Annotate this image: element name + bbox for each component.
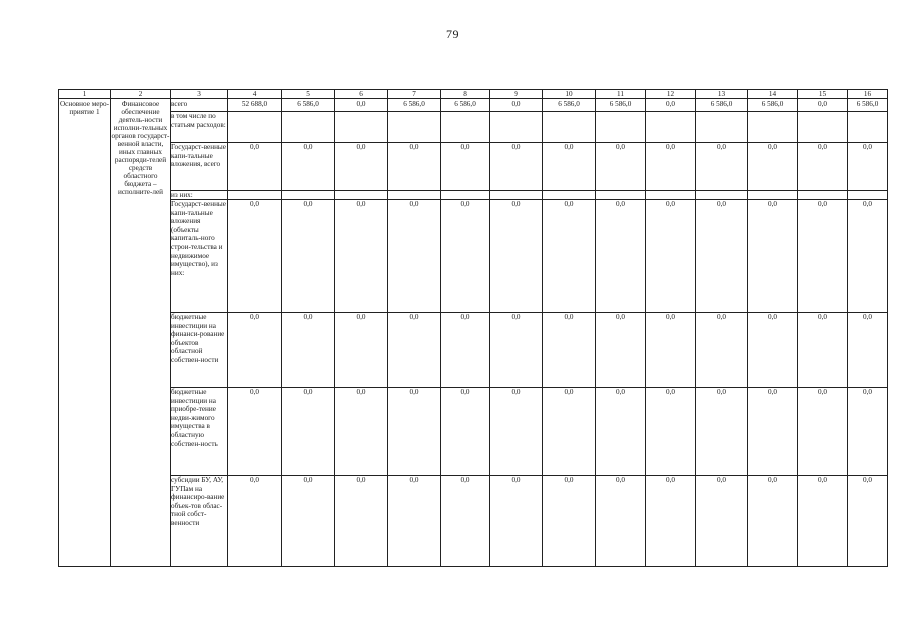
value-cell: 0,0 bbox=[848, 200, 888, 313]
value-cell bbox=[388, 112, 441, 143]
column-number-header: 5 bbox=[282, 90, 335, 99]
value-cell: 0,0 bbox=[748, 388, 798, 476]
value-cell bbox=[490, 112, 543, 143]
value-cell: 0,0 bbox=[848, 313, 888, 388]
table-row bbox=[59, 99, 888, 112]
value-cell bbox=[748, 191, 798, 200]
value-cell bbox=[543, 191, 596, 200]
column-number-header: 6 bbox=[335, 90, 388, 99]
value-cell: 0,0 bbox=[335, 476, 388, 567]
value-cell: 0,0 bbox=[388, 143, 441, 191]
budget-table bbox=[58, 89, 888, 567]
value-cell bbox=[335, 112, 388, 143]
value-cell: 0,0 bbox=[798, 388, 848, 476]
value-cell: 6 586,0 bbox=[696, 99, 748, 112]
page-number: 79 bbox=[446, 27, 459, 41]
value-cell: 0,0 bbox=[646, 313, 696, 388]
value-cell: 0,0 bbox=[696, 476, 748, 567]
value-cell: 6 586,0 bbox=[441, 99, 490, 112]
value-cell: 0,0 bbox=[696, 143, 748, 191]
value-cell: 6 586,0 bbox=[848, 99, 888, 112]
financing-description-cell: Финансовое обеспечение деятель-ности исполни-тельных органов государст-венной власти, иных главных распоряди-телей средств областного бюджета – исполните-лей bbox=[111, 99, 171, 567]
value-cell: 0,0 bbox=[848, 388, 888, 476]
value-cell: 0,0 bbox=[596, 476, 646, 567]
value-cell: 0,0 bbox=[490, 476, 543, 567]
value-cell: 0,0 bbox=[543, 143, 596, 191]
column-number-header: 3 bbox=[171, 90, 228, 99]
value-cell bbox=[798, 191, 848, 200]
value-cell bbox=[596, 191, 646, 200]
value-cell bbox=[696, 191, 748, 200]
header-row bbox=[59, 90, 888, 99]
value-cell: 0,0 bbox=[848, 143, 888, 191]
value-cell bbox=[543, 112, 596, 143]
activity-name-cell: Основное меро-приятие 1 bbox=[59, 99, 111, 567]
value-cell: 0,0 bbox=[596, 388, 646, 476]
column-number-header: 13 bbox=[696, 90, 748, 99]
value-cell: 0,0 bbox=[228, 476, 282, 567]
table-row bbox=[59, 476, 888, 567]
value-cell: 0,0 bbox=[441, 313, 490, 388]
value-cell: 0,0 bbox=[543, 476, 596, 567]
column-number-header: 7 bbox=[388, 90, 441, 99]
value-cell bbox=[748, 112, 798, 143]
value-cell: 0,0 bbox=[228, 388, 282, 476]
column-number-header: 12 bbox=[646, 90, 696, 99]
table-row bbox=[59, 388, 888, 476]
value-cell: 0,0 bbox=[646, 388, 696, 476]
expense-category-cell: Государст-венные капи-тальные вложения, всего bbox=[171, 143, 228, 191]
value-cell: 6 586,0 bbox=[543, 99, 596, 112]
value-cell: 0,0 bbox=[596, 200, 646, 313]
value-cell: 0,0 bbox=[748, 476, 798, 567]
column-number-header: 4 bbox=[228, 90, 282, 99]
column-number-header: 2 bbox=[111, 90, 171, 99]
value-cell: 6 586,0 bbox=[388, 99, 441, 112]
value-cell: 0,0 bbox=[798, 143, 848, 191]
value-cell: 0,0 bbox=[490, 99, 543, 112]
value-cell: 0,0 bbox=[228, 313, 282, 388]
expense-category-cell: бюджетные инвестиции на финанси-рование объектов областной собствен-ности bbox=[171, 313, 228, 388]
value-cell: 0,0 bbox=[282, 143, 335, 191]
value-cell: 0,0 bbox=[441, 388, 490, 476]
value-cell: 0,0 bbox=[441, 476, 490, 567]
value-cell bbox=[228, 191, 282, 200]
table-row bbox=[59, 191, 888, 200]
value-cell: 0,0 bbox=[490, 143, 543, 191]
value-cell: 0,0 bbox=[282, 476, 335, 567]
value-cell bbox=[282, 112, 335, 143]
value-cell: 0,0 bbox=[543, 388, 596, 476]
value-cell: 52 688,0 bbox=[228, 99, 282, 112]
column-number-header: 16 bbox=[848, 90, 888, 99]
value-cell: 0,0 bbox=[490, 313, 543, 388]
value-cell: 0,0 bbox=[798, 476, 848, 567]
value-cell: 0,0 bbox=[388, 313, 441, 388]
value-cell: 0,0 bbox=[441, 200, 490, 313]
value-cell: 0,0 bbox=[282, 313, 335, 388]
value-cell: 6 586,0 bbox=[748, 99, 798, 112]
value-cell bbox=[228, 112, 282, 143]
value-cell: 0,0 bbox=[388, 476, 441, 567]
value-cell bbox=[441, 191, 490, 200]
value-cell: 0,0 bbox=[748, 200, 798, 313]
value-cell: 0,0 bbox=[335, 200, 388, 313]
expense-category-cell: в том числе по статьям расходов: bbox=[171, 112, 228, 143]
value-cell bbox=[798, 112, 848, 143]
value-cell: 0,0 bbox=[696, 200, 748, 313]
expense-category-cell: из них: bbox=[171, 191, 228, 200]
value-cell: 0,0 bbox=[798, 99, 848, 112]
value-cell: 0,0 bbox=[282, 388, 335, 476]
value-cell: 0,0 bbox=[543, 200, 596, 313]
column-number-header: 9 bbox=[490, 90, 543, 99]
table-row bbox=[59, 313, 888, 388]
column-number-header: 8 bbox=[441, 90, 490, 99]
value-cell: 0,0 bbox=[596, 143, 646, 191]
value-cell: 0,0 bbox=[490, 388, 543, 476]
value-cell: 0,0 bbox=[646, 143, 696, 191]
value-cell: 0,0 bbox=[543, 313, 596, 388]
value-cell: 0,0 bbox=[282, 200, 335, 313]
value-cell: 0,0 bbox=[848, 476, 888, 567]
value-cell: 0,0 bbox=[596, 313, 646, 388]
column-number-header: 15 bbox=[798, 90, 848, 99]
value-cell: 0,0 bbox=[798, 200, 848, 313]
value-cell: 0,0 bbox=[335, 313, 388, 388]
table-row bbox=[59, 143, 888, 191]
value-cell: 0,0 bbox=[748, 313, 798, 388]
table-row bbox=[59, 112, 888, 143]
value-cell: 0,0 bbox=[335, 143, 388, 191]
value-cell: 0,0 bbox=[228, 143, 282, 191]
expense-category-cell: всего bbox=[171, 99, 228, 112]
column-number-header: 11 bbox=[596, 90, 646, 99]
value-cell bbox=[441, 112, 490, 143]
value-cell bbox=[646, 191, 696, 200]
value-cell: 0,0 bbox=[388, 388, 441, 476]
expense-category-cell: субсидии БУ, АУ, ГУПам на финансиро-вание объек-тов облас-тной собст-венности bbox=[171, 476, 228, 567]
value-cell bbox=[335, 191, 388, 200]
value-cell: 0,0 bbox=[441, 143, 490, 191]
expense-category-cell: Государст-венные капи-тальные вложения (объекты капиталь-ного строи-тельства и недвижимое имущество), из них: bbox=[171, 200, 228, 313]
value-cell: 0,0 bbox=[490, 200, 543, 313]
column-number-header: 10 bbox=[543, 90, 596, 99]
value-cell: 0,0 bbox=[335, 388, 388, 476]
column-number-header: 14 bbox=[748, 90, 798, 99]
value-cell: 0,0 bbox=[388, 200, 441, 313]
value-cell bbox=[596, 112, 646, 143]
value-cell: 0,0 bbox=[646, 200, 696, 313]
value-cell: 0,0 bbox=[335, 99, 388, 112]
value-cell: 0,0 bbox=[646, 99, 696, 112]
value-cell bbox=[282, 191, 335, 200]
value-cell bbox=[848, 191, 888, 200]
value-cell bbox=[848, 112, 888, 143]
value-cell bbox=[696, 112, 748, 143]
table-row bbox=[59, 200, 888, 313]
value-cell: 0,0 bbox=[228, 200, 282, 313]
value-cell: 0,0 bbox=[798, 313, 848, 388]
expense-category-cell: бюджетные инвестиции на приобре-тение недви-жимого имущества в областную собствен-ность bbox=[171, 388, 228, 476]
value-cell: 6 586,0 bbox=[282, 99, 335, 112]
value-cell: 0,0 bbox=[748, 143, 798, 191]
value-cell bbox=[388, 191, 441, 200]
value-cell: 0,0 bbox=[696, 313, 748, 388]
value-cell bbox=[490, 191, 543, 200]
value-cell: 0,0 bbox=[696, 388, 748, 476]
value-cell: 0,0 bbox=[646, 476, 696, 567]
value-cell bbox=[646, 112, 696, 143]
value-cell: 6 586,0 bbox=[596, 99, 646, 112]
column-number-header: 1 bbox=[59, 90, 111, 99]
